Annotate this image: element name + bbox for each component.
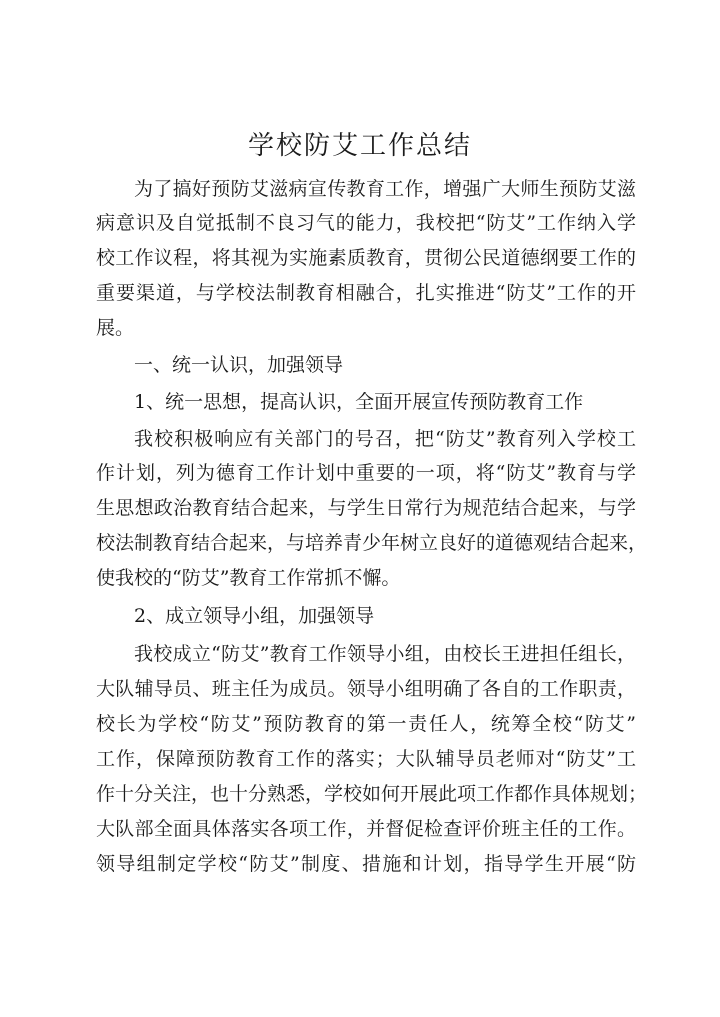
subsection-heading: 1、统一思想，提高认识，全面开展宣传预防教育工作 — [134, 391, 584, 413]
paragraph-line: 我校积极响应有关部门的号召，把“防艾”教育列入学校工 — [134, 428, 636, 450]
paragraph-line: 我校成立“防艾”教育工作领导小组，由校长王进担任组长， — [134, 643, 636, 665]
paragraph-line: 领导组制定学校“防艾”制度、措施和计划，指导学生开展“防 — [96, 853, 636, 875]
paragraph-line: 重要渠道，与学校法制教育相融合，扎实推进“防艾”工作的开 — [96, 282, 636, 304]
paragraph-line: 作十分关注，也十分熟悉，学校如何开展此项工作都作具体规划； — [96, 783, 648, 805]
document-title: 学校防艾工作总结 — [247, 131, 472, 161]
paragraph-line: 为了搞好预防艾滋病宣传教育工作，增强广大师生预防艾滋 — [134, 178, 636, 200]
paragraph-line: 病意识及自觉抵制不良习气的能力，我校把“防艾”工作纳入学 — [96, 212, 636, 234]
paragraph-line: 大队辅导员、班主任为成员。领导小组明确了各自的工作职责， — [96, 678, 636, 700]
paragraph-line: 作计划，列为德育工作计划中重要的一项，将“防艾”教育与学 — [96, 462, 636, 484]
section-heading: 一、统一认识，加强领导 — [134, 354, 344, 376]
paragraph-line: 展。 — [96, 317, 135, 339]
paragraph-line: 生思想政治教育结合起来，与学生日常行为规范结合起来，与学 — [96, 497, 636, 519]
paragraph-line: 校工作议程，将其视为实施素质教育，贯彻公民道德纲要工作的 — [96, 247, 636, 269]
paragraph-line: 大队部全面具体落实各项工作，并督促检查评价班主任的工作。 — [96, 818, 636, 840]
paragraph-line: 校长为学校“防艾”预防教育的第一责任人，统筹全校“防艾” — [96, 713, 636, 735]
paragraph-line: 校法制教育结合起来，与培养青少年树立良好的道德观结合起来， — [96, 532, 648, 554]
paragraph-line: 工作，保障预防教育工作的落实；大队辅导员老师对“防艾”工 — [96, 748, 636, 770]
subsection-heading: 2、成立领导小组，加强领导 — [134, 605, 375, 627]
paragraph-line: 使我校的“防艾”教育工作常抓不懈。 — [96, 567, 401, 589]
